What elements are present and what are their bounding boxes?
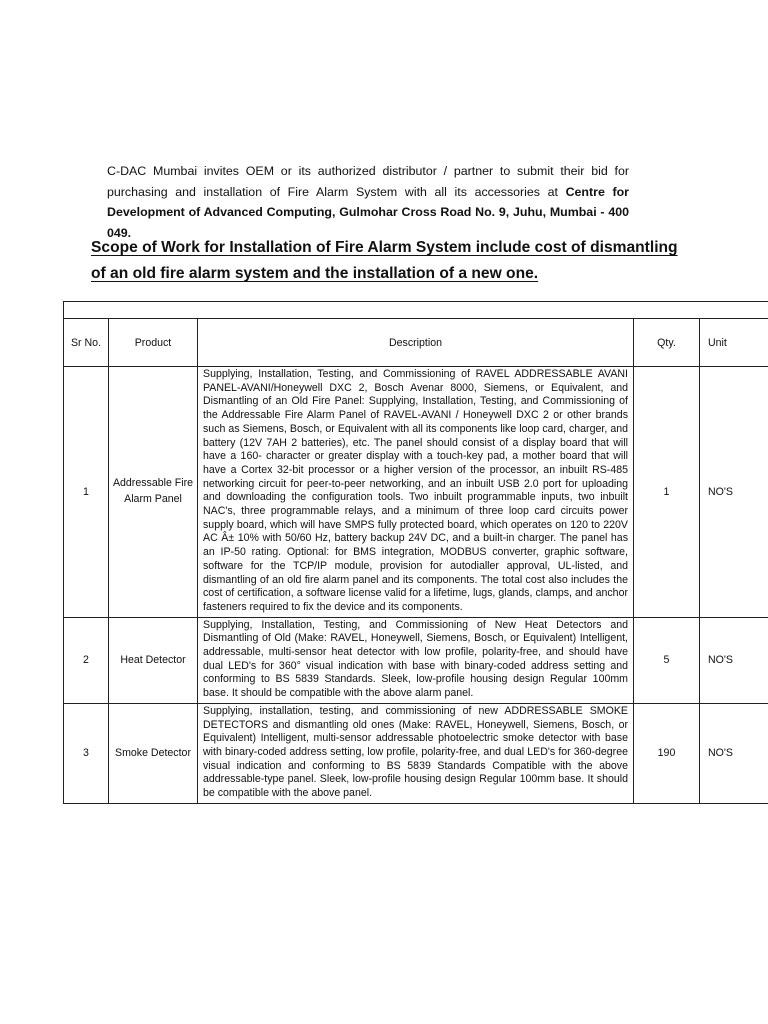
- row-description: Supplying, Installation, Testing, and Commissioning of RAVEL ADDRESSABLE AVANI PANEL-AVANI/Honeywell DXC 2, Bosch Avenar 8000, Siemens, or Equivalent, and Dismantling of an Old Fire Panel: Supplying, Installation, Testing, and Commissioning of the Addressable Fire Alarm Panel of RAVEL-AVANI / Honeywell DXC 2 or other brands such as Siemens, Bosch, or Equivalent with all its components like loop card, charger, and battery (12V 7AH 2 batteries), etc. The panel should consist of a display board that will have a 160- character or greater display with a touch-key pad, a mother board that will have a Cortex 32-bit processor or a higher version of the processor, an inbuilt RS-485 networking circuit for peer-to-peer networking, and an inbuilt USB 2.0 port for uploading and downloading the configuration tools. Two inbuilt programmable inputs, two inbuilt NAC's, three programmable relays, and a minimum of three loop card circuits power supply board, which will have SMPS fully protected board, which operates on 120 to 220V AC Â± 10% with 50/60 Hz, battery backup 24V DC, and a built-in charger. The panel has an IP-50 rating. Optional: for BMS integration, MODBUS converter, graphic software, software for the TCP/IP module, provision for autodialler approval, UL-listed, and dismantling of an old fire alarm panel and its components. The total cost also includes the cost of certification, a software license valid for a lifetime, lugs, glands, clamps, and anchor fasteners required to fix the device and its components.: [198, 367, 634, 618]
- header-qty: Qty.: [634, 319, 700, 367]
- row-sr: 1: [64, 367, 109, 618]
- intro-address: Centre for Development of Advanced Computing, Gulmohar Cross Road No. 9, Juhu, Mumbai - 400 049.: [107, 184, 629, 240]
- header-product: Product: [109, 319, 198, 367]
- row-unit: NO'S: [700, 703, 768, 803]
- table-header-row: [64, 319, 768, 367]
- scope-heading: Scope of Work for Installation of Fire Alarm System include cost of dismantling of an old fire alarm system and the installation of a new one.: [91, 239, 678, 282]
- row-qty: 190: [634, 703, 700, 803]
- row-qty: 5: [634, 617, 700, 703]
- row-sr: 2: [64, 617, 109, 703]
- intro-paragraph: [107, 161, 629, 243]
- row-product: Heat Detector: [109, 617, 198, 703]
- row-qty: 1: [634, 367, 700, 618]
- table-top-row: [64, 302, 768, 319]
- row-unit: NO'S: [700, 617, 768, 703]
- row-unit: NO'S: [700, 367, 768, 618]
- table-top-cell: [64, 302, 768, 319]
- intro-text: C-DAC Mumbai invites OEM or its authorized distributor / partner to submit their bid for purchasing and installation of Fire Alarm System with all its accessories at: [107, 164, 629, 199]
- header-unit: Unit: [700, 319, 768, 367]
- scope-table: [63, 301, 768, 804]
- header-sr-no: Sr No.: [64, 319, 109, 367]
- row-product: Smoke Detector: [109, 703, 198, 803]
- header-description: Description: [198, 319, 634, 367]
- row-sr: 3: [64, 703, 109, 803]
- table-row: [64, 367, 768, 618]
- table-row: [64, 703, 768, 803]
- row-description: Supplying, Installation, Testing, and Commissioning of New Heat Detectors and Dismantling of Old (Make: RAVEL, Honeywell, Siemens, Bosch, or Equivalent) Intelligent, addressable, multi-sensor heat detector with low profile, polarity-free, and should have dual LED's for 360° visual indication with base with binary-coded address setting and conforming to BS 5839 Standards. Sleek, low-profile housing design Regular 100mm base. It should be compatible with the above alarm panel.: [198, 617, 634, 703]
- row-description: Supplying, installation, testing, and commissioning of new ADDRESSABLE SMOKE DETECTORS and dismantling old ones (Make: RAVEL, Honeywell, Siemens, Bosch, or Equivalent) Intelligent, multi-sensor addressable photoelectric smoke detector with base with binary-coded address setting, low profile, polarity-free, and dual LED's for 360-degree visual indication and conforming to BS 5839 Standards Compatible with the above addressable-type panel. Sleek, low-profile housing design Regular 100mm base. It should be compatible with the above panel.: [198, 703, 634, 803]
- row-product: Addressable Fire Alarm Panel: [109, 367, 198, 618]
- table-row: [64, 617, 768, 703]
